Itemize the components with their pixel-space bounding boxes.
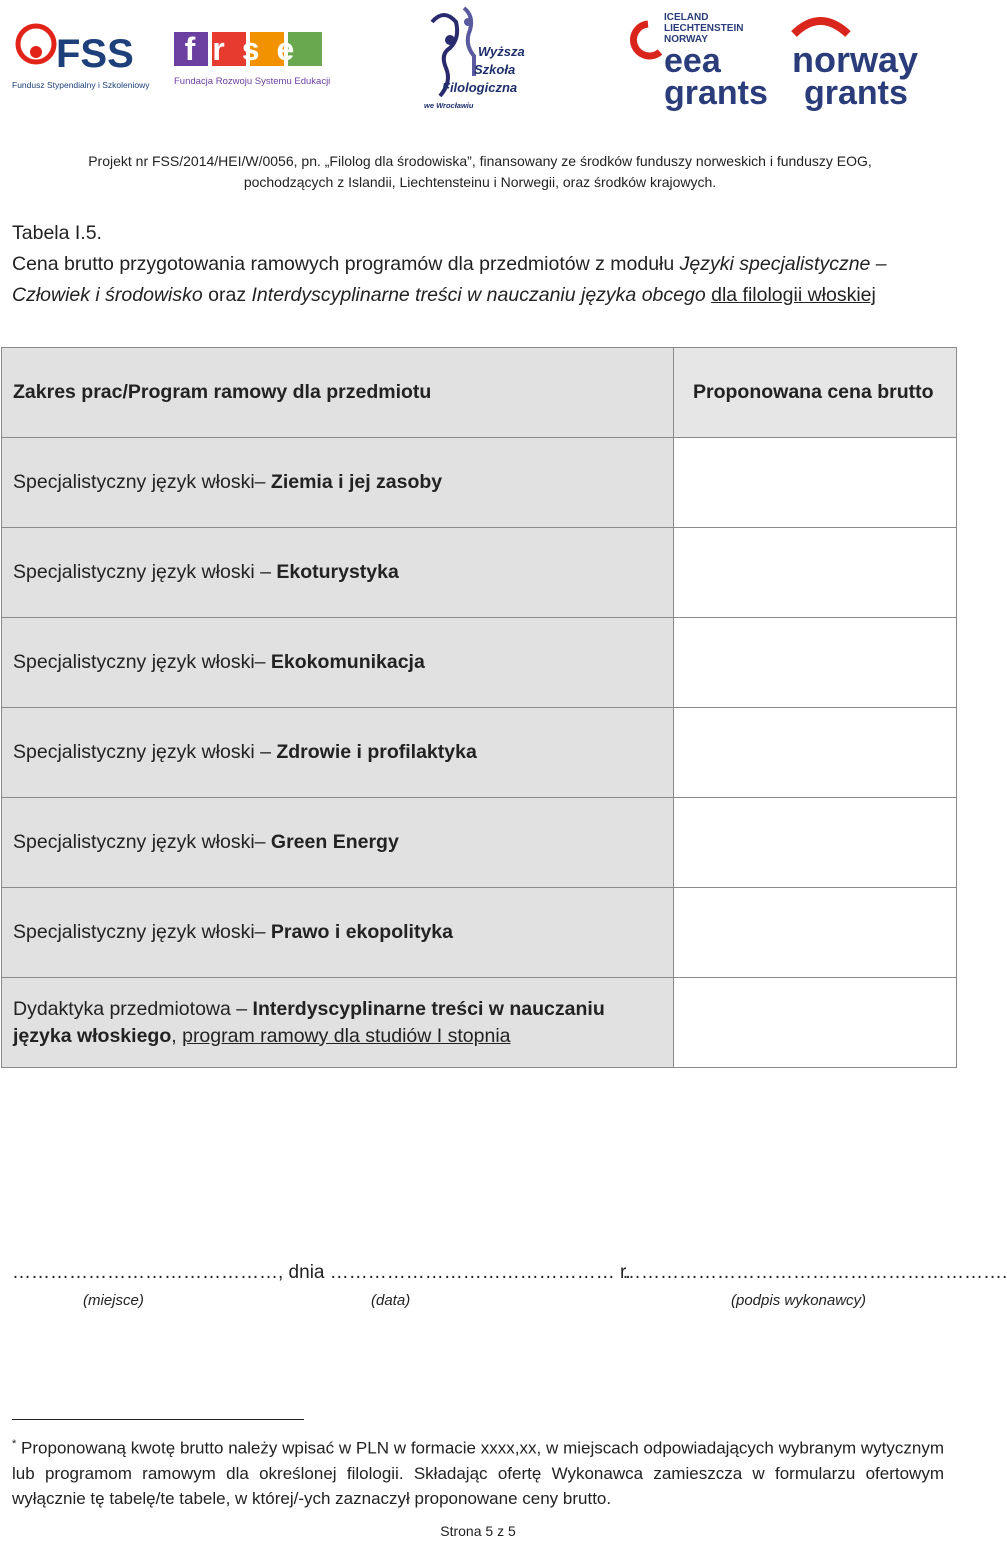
row-subject: Ziemia i jej zasoby — [270, 471, 443, 493]
title-line2-underline: dla filologii włoskiej — [711, 284, 876, 306]
title-line1-normal: Cena brutto przygotowania ramowych programów dla przedmiotów z modułu — [12, 253, 680, 275]
wsf-logo-line3: Filologiczna — [442, 80, 518, 95]
footnote — [12, 1432, 944, 1511]
table-row — [2, 978, 957, 1068]
header-scope: Zakres prac/Program ramowy dla przedmiotu — [2, 348, 674, 438]
date-label: (data) — [371, 1292, 411, 1309]
table-row — [2, 708, 957, 798]
signature-label: (podpis wykonawcy) — [731, 1292, 867, 1309]
price-table — [1, 347, 957, 1068]
footnote-divider — [12, 1419, 304, 1420]
eea-grants-logo-graphic — [626, 8, 771, 112]
table-title-line1 — [12, 253, 887, 276]
table-header-row — [2, 348, 957, 438]
norway-grants-logo — [790, 10, 935, 110]
fss-logo-graphic — [12, 12, 150, 97]
table-row — [2, 888, 957, 978]
footnote-mark: * — [12, 1438, 17, 1450]
place-date-line[interactable]: ……………………………………, dnia ……………………………………… r. — [12, 1262, 631, 1283]
wsf-logo — [418, 2, 530, 114]
norway-logo-grants: grants — [804, 74, 908, 112]
row-comma: , — [171, 1024, 183, 1047]
title-line2-italic: Człowiek i środowisko — [12, 284, 203, 306]
price-input-cell[interactable] — [674, 798, 957, 888]
row-prefix: Specjalistyczny język włoski – — [13, 561, 277, 583]
row-scope — [2, 708, 674, 798]
row-prefix: Specjalistyczny język włoski– — [13, 651, 271, 673]
footnote-text: Proponowaną kwotę brutto należy wpisać w PLN w formacie xxxx,xx, w miejscach odpowiadających wybranym wytycznym lub programom ramowym dla określonej filologii. Składając ofertę Wykonawca zamieszcza w formularzu ofertowym wyłącznie tę tabelę/te tabele, w której/-ych zaznaczył proponowane ceny brutto. — [12, 1438, 944, 1508]
frse-logo — [172, 30, 332, 92]
project-info-line1: Projekt nr FSS/2014/HEI/W/0056, pn. „Filolog dla środowiska”, finansowany ze środków funduszy norweskich i funduszy EOG, — [88, 153, 872, 169]
row-program-link: program ramowy dla studiów I stopnia — [182, 1024, 511, 1047]
row-scope — [2, 978, 674, 1068]
row-subject: Zdrowie i profilaktyka — [276, 741, 477, 763]
row-prefix: Dydaktyka przedmiotowa – — [13, 997, 253, 1020]
eea-logo-norway: NORWAY — [664, 34, 708, 45]
fss-logo — [12, 12, 150, 97]
eea-logo-grants: grants — [664, 74, 768, 112]
table-label: Tabela I.5. — [12, 222, 102, 244]
row-scope — [2, 888, 674, 978]
wsf-logo-graphic — [418, 2, 530, 114]
row-prefix: Specjalistyczny język włoski– — [13, 831, 271, 853]
place-label: (miejsce) — [83, 1292, 144, 1309]
frse-logo-text: frse — [184, 31, 312, 67]
title-line2-mid: oraz — [202, 284, 252, 306]
price-input-cell[interactable] — [674, 528, 957, 618]
fss-logo-text: FSS — [56, 32, 134, 76]
row-scope — [2, 798, 674, 888]
header-price: Proponowana cena brutto — [674, 348, 957, 438]
fss-logo-subtitle: Fundusz Stypendialny i Szkoleniowy — [12, 80, 150, 90]
frse-logo-graphic — [172, 30, 332, 92]
page-number: Strona 5 z 5 — [440, 1523, 516, 1539]
table-row — [2, 798, 957, 888]
price-input-cell[interactable] — [674, 978, 957, 1068]
row-subject: Ekoturystyka — [276, 561, 399, 583]
price-input-cell[interactable] — [674, 888, 957, 978]
table-title-line2 — [12, 284, 876, 307]
row-prefix: Specjalistyczny język włoski– — [13, 471, 271, 493]
price-input-cell[interactable] — [674, 708, 957, 798]
signature-line[interactable]: ……………………………………………………. — [622, 1262, 1007, 1283]
wsf-logo-line1: Wyższa — [478, 44, 525, 59]
logo-bar — [0, 0, 960, 120]
row-subject: Prawo i ekopolityka — [270, 921, 453, 943]
row-subject: Green Energy — [270, 831, 399, 853]
row-scope — [2, 528, 674, 618]
table-row — [2, 528, 957, 618]
wsf-logo-line2: Szkoła — [474, 62, 516, 77]
row-prefix: Specjalistyczny język włoski– — [13, 921, 271, 943]
project-info-line2: pochodzących z Islandii, Liechtensteinu i Norwegii, oraz środków krajowych. — [243, 174, 717, 190]
row-subject-part2: języka włoskiego — [13, 1024, 172, 1047]
norway-grants-logo-graphic — [790, 10, 935, 110]
row-subject: Ekokomunikacja — [270, 651, 425, 673]
title-line1-italic: Języki specjalistyczne – — [679, 253, 887, 275]
row-prefix: Specjalistyczny język włoski – — [13, 741, 277, 763]
wsf-logo-line4: we Wrocławiu — [424, 101, 474, 110]
eea-logo-main: eea — [664, 42, 721, 80]
title-line2-italic2: Interdyscyplinarne treści w nauczaniu języka obcego — [251, 284, 706, 306]
row-scope — [2, 438, 674, 528]
eea-grants-logo — [626, 8, 771, 112]
frse-logo-subtitle: Fundacja Rozwoju Systemu Edukacji — [174, 76, 331, 87]
price-input-cell[interactable] — [674, 438, 957, 528]
row-subject-part1: Interdyscyplinarne treści w nauczaniu — [252, 997, 605, 1020]
eea-logo-iceland: ICELAND — [664, 12, 709, 23]
price-input-cell[interactable] — [674, 618, 957, 708]
table-row — [2, 618, 957, 708]
eea-logo-liechtenstein: LIECHTENSTEIN — [664, 23, 744, 34]
row-scope — [2, 618, 674, 708]
table-row — [2, 438, 957, 528]
norway-logo-main: norway — [792, 39, 919, 80]
